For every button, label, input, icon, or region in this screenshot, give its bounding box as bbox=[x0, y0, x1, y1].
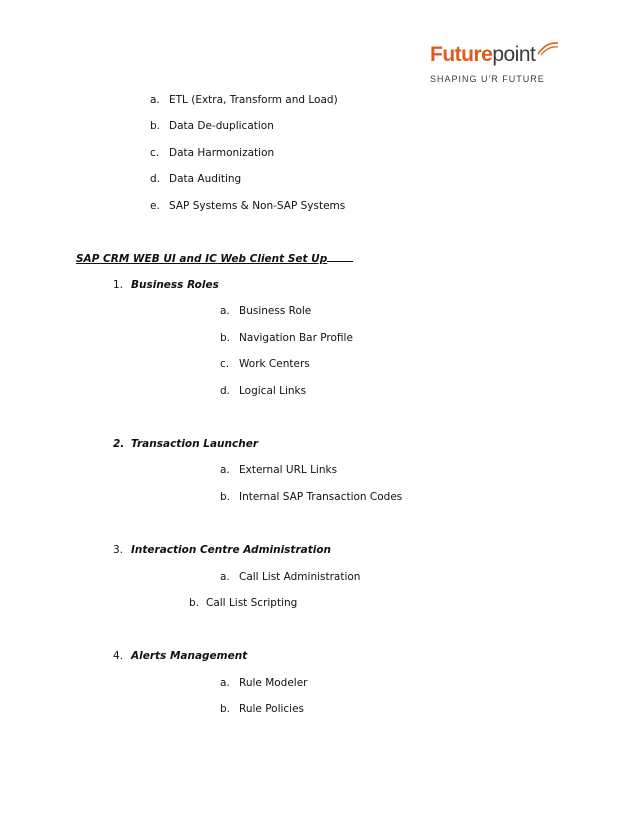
list-item: d. Data Auditing bbox=[150, 173, 242, 185]
logo-tagline: SHAPING U'R FUTURE bbox=[430, 74, 545, 84]
list-item: b. Rule Policies bbox=[220, 703, 305, 715]
section-title: 1. Business Roles bbox=[113, 279, 219, 291]
logo-wordmark: Futurepoint bbox=[430, 43, 536, 66]
list-item: e. SAP Systems & Non-SAP Systems bbox=[150, 200, 346, 212]
list-item: b. Navigation Bar Profile bbox=[220, 332, 353, 344]
section-title: 3. Interaction Centre Administration bbox=[113, 544, 332, 556]
list-item: a. Rule Modeler bbox=[220, 677, 308, 689]
section-title: 4. Alerts Management bbox=[113, 650, 248, 662]
list-item: c. Data Harmonization bbox=[150, 147, 275, 159]
list-item: b. Data De-duplication bbox=[150, 120, 274, 132]
section-title: 2. Transaction Launcher bbox=[113, 438, 258, 450]
list-item: c. Work Centers bbox=[220, 358, 310, 370]
list-item: a. ETL (Extra, Transform and Load) bbox=[150, 94, 338, 106]
futurepoint-logo bbox=[424, 40, 560, 92]
list-item: a. Business Role bbox=[220, 305, 312, 317]
list-item: d. Logical Links bbox=[220, 385, 307, 397]
section-heading: SAP CRM WEB UI and IC Web Client Set Up bbox=[76, 251, 353, 266]
logo-swoosh-icon bbox=[536, 40, 560, 56]
list-item: a. Call List Administration bbox=[220, 571, 361, 583]
list-item: a. External URL Links bbox=[220, 464, 338, 476]
list-item: b. Call List Scripting bbox=[189, 597, 298, 609]
list-item: b. Internal SAP Transaction Codes bbox=[220, 491, 403, 503]
